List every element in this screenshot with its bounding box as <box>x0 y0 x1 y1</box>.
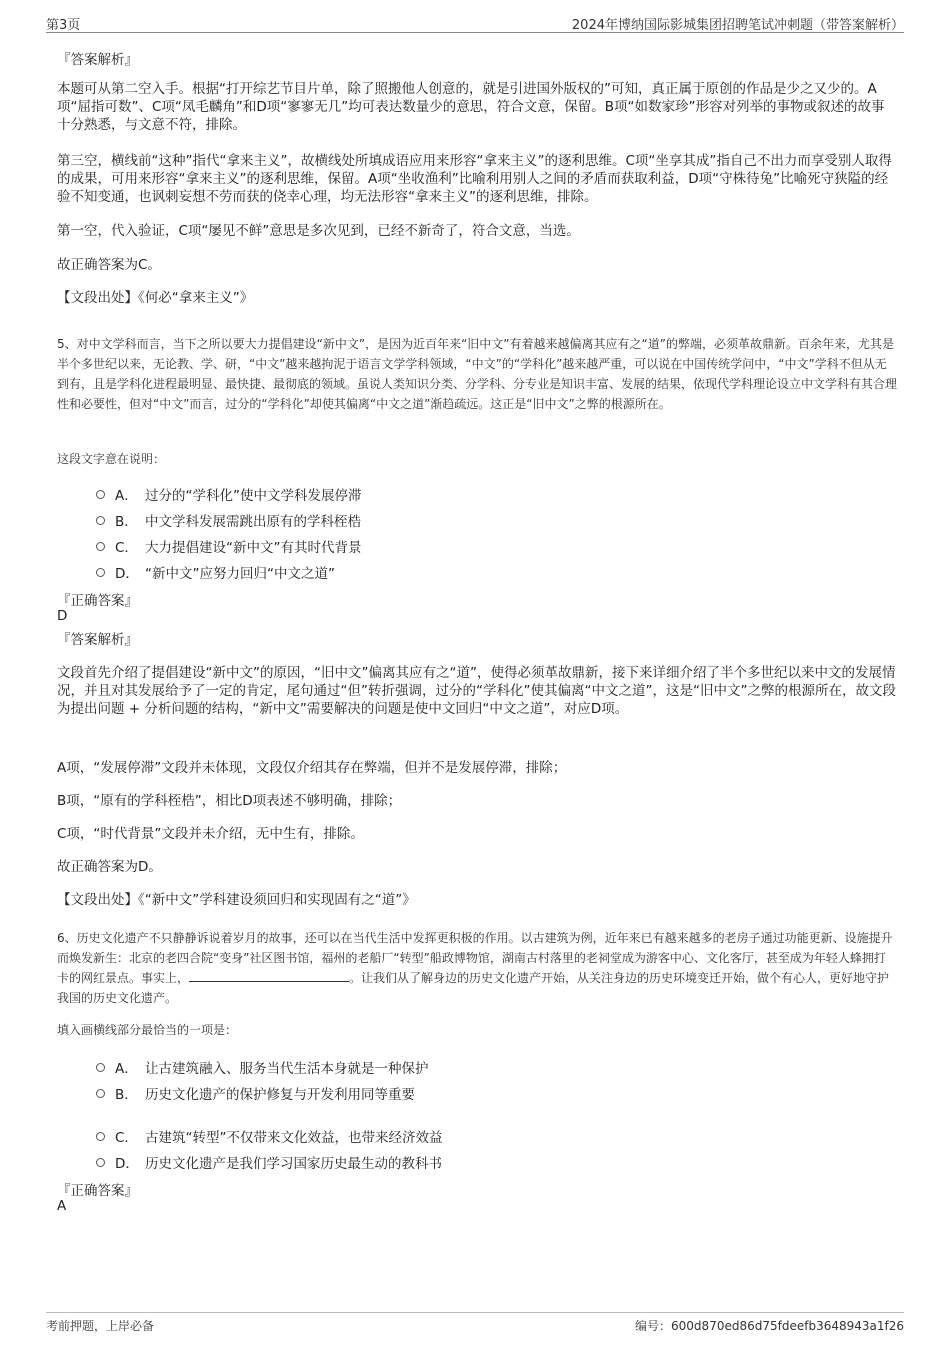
q4-analysis-label: 『答案解析』 <box>57 52 138 68</box>
q4-source: 【文段出处】《何必“拿来主义”》 <box>57 290 254 306</box>
q4-analysis-p4: 故正确答案为C。 <box>57 257 161 273</box>
q6-answer-label: 『正确答案』 <box>57 1183 138 1199</box>
q5-analysis-p5: 故正确答案为D。 <box>57 859 162 875</box>
radio-icon[interactable] <box>96 1063 105 1072</box>
q5-answer-label: 『正确答案』 <box>57 593 138 609</box>
q6-stem: 6、历史文化遗产不只静静诉说着岁月的故事，还可以在当代生活中发挥更积极的作用。以古建筑为例，近年来已有越来越多的老房子通过功能更新、设施提升而焕发新生：北京的老四合院“变身”社区图书馆，福州的老船厂“转型”船政博物馆，湖南古村落里的老祠堂成为游客中心、文化客厅，甚至成为年轻人蜂拥打卡的网红景点。事实上， 。让我们从了解身边的历史文化遗产开始，从关注身边的历史环境变迁开始，做个有心人，更好地守护我国的历史文化遗产。 <box>57 931 893 1005</box>
q5-source: 【文段出处】《“新中文”学科建设须回归和实现固有之“道”》 <box>57 892 416 908</box>
radio-icon[interactable] <box>96 516 105 525</box>
radio-icon[interactable] <box>96 1089 105 1098</box>
document-id: 编号：600d870ed86d75fdeefb3648943a1f26 <box>635 1319 904 1333</box>
q6-option-a[interactable]: A． 让古建筑融入、服务当代生活本身就是一种保护 <box>96 1057 429 1077</box>
q5-prompt: 这段文字意在说明： <box>57 452 166 466</box>
page-footer <box>46 1312 904 1337</box>
q6-answer: A <box>57 1198 67 1214</box>
q5-option-d[interactable]: D． “新中文”应努力回归“中文之道” <box>96 562 335 582</box>
q6-prompt: 填入画横线部分最恰当的一项是： <box>57 1023 238 1037</box>
q5-analysis-p1: 文段首先介绍了提倡建设“新中文”的原因，“旧中文”偏离其应有之“道”，使得必须革故鼎新，接下来详细介绍了半个多世纪以来中文的发展情况，并且对其发展给予了一定的肯定，尾句通过“但”转折强调，过分的“学科化”使其偏离“中文之道”，这是“旧中文”之弊的根源所在，故文段为提出问题 + 分析问题的结构，“新中文”需要解决的问题是使中文回归“中文之道”，对应D项。 <box>57 665 896 717</box>
document-title: 2024年博纳国际影城集团招聘笔试冲刺题（带答案解析） <box>571 18 904 33</box>
footer-slogan: 考前押题，上岸必备 <box>46 1319 155 1333</box>
radio-icon[interactable] <box>96 542 105 551</box>
q4-analysis-p2: 第三空，横线前“这种”指代“拿来主义”，故横线处所填成语应用来形容“拿来主义”的逐利思维。C项“坐享其成”指自己不出力而享受别人取得的成果，可用来形容“拿来主义”的逐利思维，保留。A项“坐收渔利”比喻利用别人之间的矛盾而获取利益，D项“守株待兔”比喻死守狭隘的经验不知变通，也讽刺妄想不劳而获的侥幸心理，均无法形容“拿来主义”的逐利思维，排除。 <box>57 153 892 205</box>
page-number: 第3页 <box>46 18 81 33</box>
radio-icon[interactable] <box>96 490 105 499</box>
page-header <box>46 10 904 33</box>
q5-option-b[interactable]: B． 中文学科发展需跳出原有的学科桎梏 <box>96 510 361 530</box>
q5-stem: 5、对中文学科而言，当下之所以要大力提倡建设“新中文”，是因为近百年来“旧中文”有着越来越偏离其应有之“道”的弊端，必须革故鼎新。百余年来，尤其是半个多世纪以来，无论教、学、研，“中文”越来越拘泥于语言文学学科领域，“中文”的“学科化”越来越严重，可以说在中国传统学问中，“中文”学科不但从无到有，且是学科化进程最明显、最快捷、最彻底的领域。虽说人类知识分类、分学科、分专业是知识丰富、发展的结果，依现代学科理论设立中文学科有其合理性和必要性，但对“中文”而言，过分的“学科化”却使其偏离“中文之道”渐趋疏远。这正是“旧中文”之弊的根源所在。 <box>57 337 898 411</box>
q6-option-b[interactable]: B． 历史文化遗产的保护修复与开发利用同等重要 <box>96 1083 415 1103</box>
q5-option-a[interactable]: A． 过分的“学科化”使中文学科发展停滞 <box>96 484 362 504</box>
radio-icon[interactable] <box>96 1132 105 1141</box>
q5-analysis-p3: B项，“原有的学科桎梏”，相比D项表述不够明确，排除； <box>57 793 402 809</box>
q5-analysis-label: 『答案解析』 <box>57 632 138 648</box>
q5-option-c[interactable]: C． 大力提倡建设“新中文”有其时代背景 <box>96 536 362 556</box>
q6-option-d[interactable]: D． 历史文化遗产是我们学习国家历史最生动的教科书 <box>96 1152 442 1172</box>
q5-analysis-p4: C项，“时代背景”文段并未介绍，无中生有，排除。 <box>57 826 364 842</box>
radio-icon[interactable] <box>96 568 105 577</box>
fill-blank <box>189 969 349 982</box>
q6-option-c[interactable]: C． 古建筑“转型”不仅带来文化效益，也带来经济效益 <box>96 1126 443 1146</box>
radio-icon[interactable] <box>96 1158 105 1167</box>
q4-analysis-p3: 第一空，代入验证，C项“屡见不鲜”意思是多次见到，已经不新奇了，符合文意，当选。 <box>57 223 580 239</box>
q4-analysis-p1: 本题可从第二空入手。根据“打开综艺节目片单，除了照搬他人创意的，就是引进国外版权的”可知，真正属于原创的作品是少之又少的。A项“屈指可数”、C项“凤毛麟角”和D项“寥寥无几”均可表达数量少的意思，符合文意，保留。B项“如数家珍”形容对列举的事物或叙述的故事十分熟悉，与文意不符，排除。 <box>57 81 885 133</box>
q5-answer: D <box>57 608 68 624</box>
q5-analysis-p2: A项，“发展停滞”文段并未体现，文段仅介绍其存在弊端，但并不是发展停滞，排除； <box>57 760 567 776</box>
